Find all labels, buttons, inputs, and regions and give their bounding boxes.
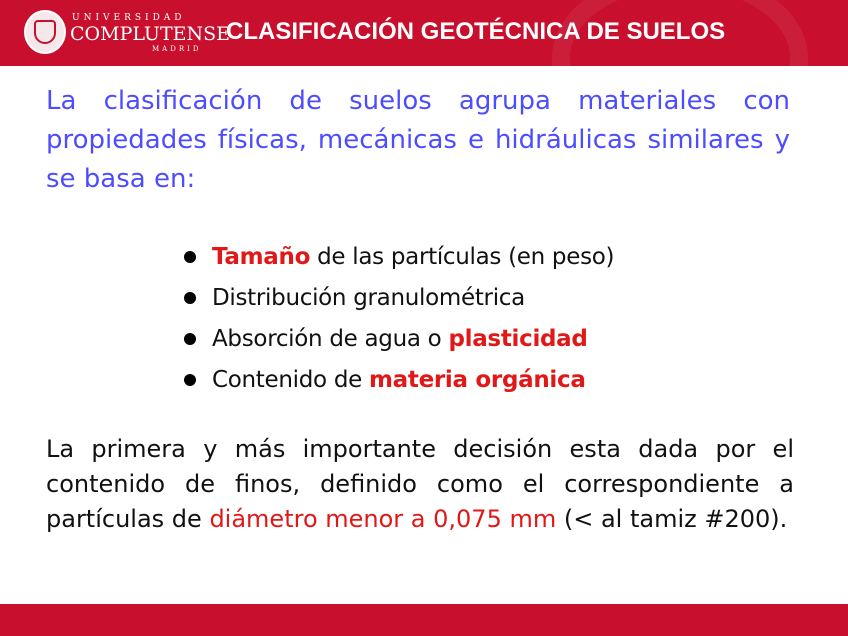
body-text-end: (< al tamiz #200). <box>556 505 788 533</box>
body-text-start: La primera y más importante decisión esta dada por el contenido de finos, definido como el correspondiente a partículas de <box>46 435 794 533</box>
logo-main-text: COMPLUTENSE <box>70 23 230 45</box>
bullet-icon <box>184 251 196 263</box>
body-paragraph <box>46 432 794 537</box>
criteria-list <box>182 237 614 401</box>
highlight-text: Tamaño <box>212 244 311 270</box>
item-text: de las partículas (en peso) <box>310 244 615 270</box>
university-seal-icon <box>24 10 66 54</box>
highlight-text: materia orgánica <box>369 367 586 393</box>
list-item <box>182 278 614 319</box>
logo-bottom-text: MADRID <box>152 45 202 53</box>
list-item <box>182 360 614 401</box>
header-bar <box>0 0 848 66</box>
logo-top-text: UNIVERSIDAD <box>72 13 186 23</box>
highlight-text: plasticidad <box>448 326 588 352</box>
item-text: Absorción de agua o <box>212 326 449 352</box>
item-text: Contenido de <box>212 367 369 393</box>
slide-title: CLASIFICACIÓN GEOTÉCNICA DE SUELOS <box>226 18 726 45</box>
footer-bar <box>0 604 848 636</box>
bullet-icon <box>184 374 196 386</box>
intro-paragraph: La clasificación de suelos agrupa materiales con propiedades físicas, mecánicas e hidráulicas similares y se basa en: <box>46 86 790 194</box>
bullet-icon <box>184 292 196 304</box>
bullet-icon <box>184 333 196 345</box>
body-highlight: diámetro menor a 0,075 mm <box>209 505 557 533</box>
item-text: Distribución granulométrica <box>212 285 525 311</box>
list-item <box>182 319 614 360</box>
university-logo <box>24 10 230 56</box>
list-item <box>182 237 614 278</box>
